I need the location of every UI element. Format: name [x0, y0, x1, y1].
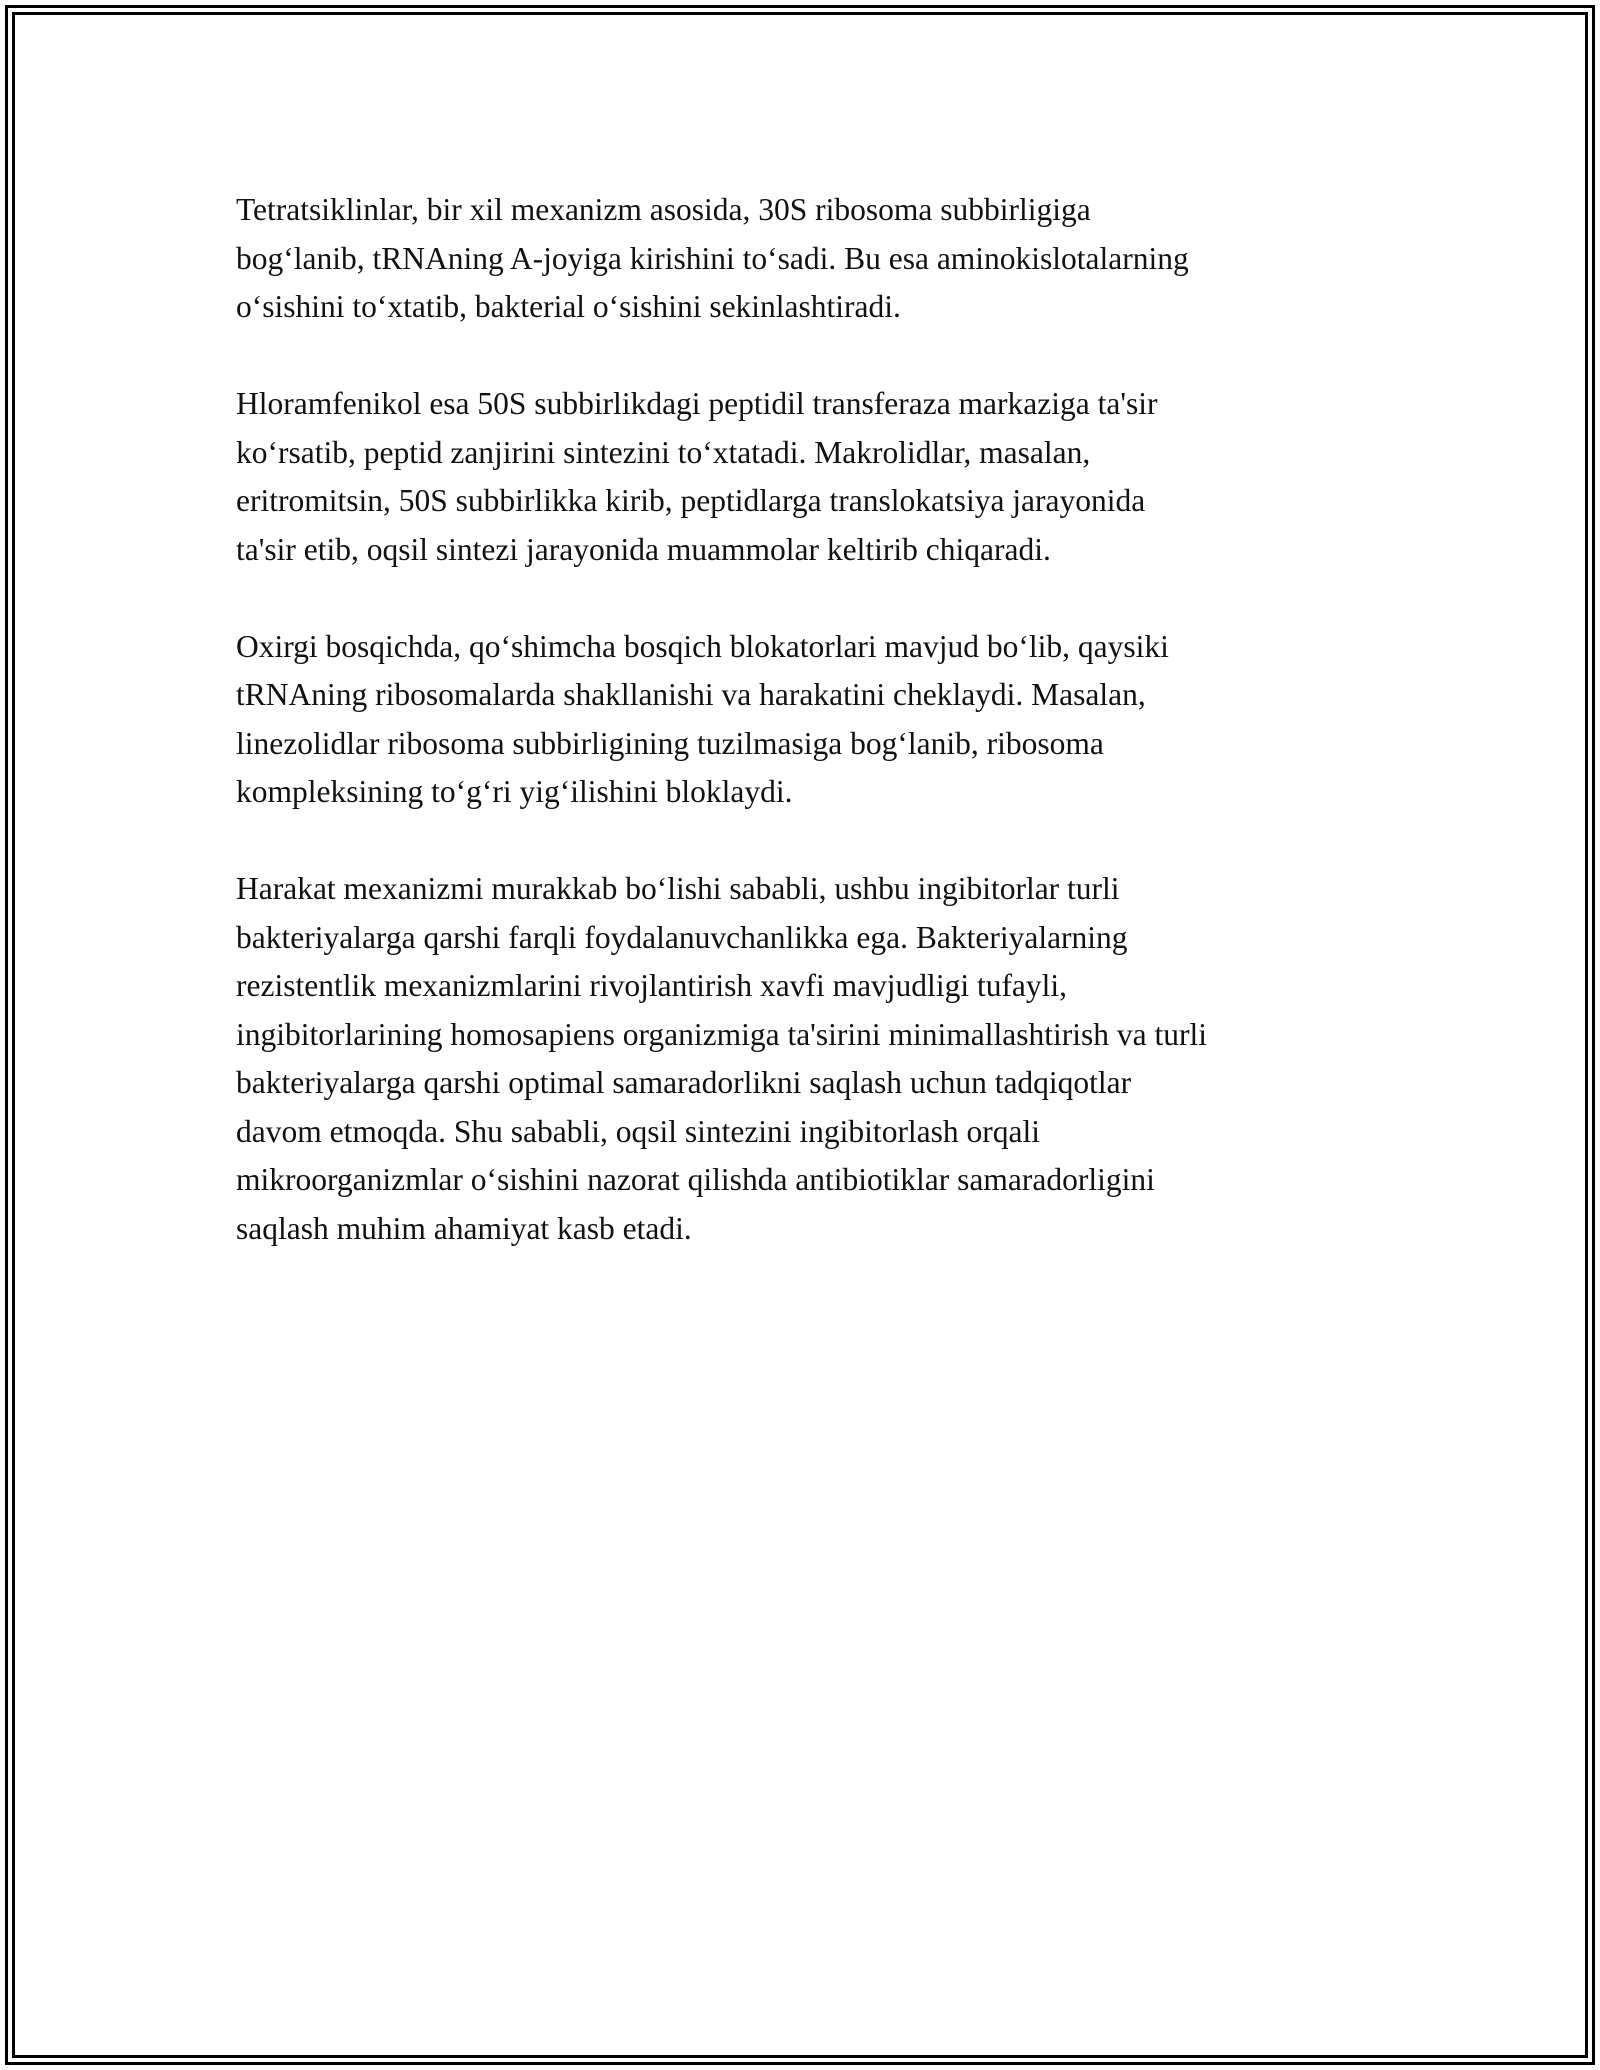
text-line: Harakat mexanizmi murakkab bo‘lishi sababli, ushbu ingibitorlar turli — [236, 871, 1120, 906]
text-line: Hloramfenikol esa 50S subbirlikdagi peptidil transferaza markaziga ta'sir — [236, 386, 1158, 421]
text-line: mikroorganizmlar o‘sishini nazorat qilishda antibiotiklar samaradorligini — [236, 1162, 1155, 1197]
document-body — [236, 186, 1376, 1302]
text-line: ta'sir etib, oqsil sintezi jarayonida muammolar keltirib chiqaradi. — [236, 531, 1051, 567]
text-line: ingibitorlarining homosapiens organizmiga ta'sirini minimallashtirish va turli — [236, 1016, 1207, 1052]
paragraph-harakat-mexanizmi — [236, 865, 1376, 1253]
text-line: ko‘rsatib, peptid zanjirini sintezini to‘xtatadi. Makrolidlar, masalan, — [236, 434, 1091, 470]
text-line: o‘sishini to‘xtatib, bakterial o‘sishini sekinlashtiradi. — [236, 289, 901, 324]
paragraph-oxirgi-bosqich — [236, 623, 1376, 817]
text-line: rezistentlik mexanizmlarini rivojlantirish xavfi mavjudligi tufayli, — [236, 968, 1068, 1003]
text-line: saqlash muhim ahamiyat kasb etadi. — [236, 1210, 692, 1246]
paragraph-tetratsiklinlar — [236, 186, 1376, 332]
text-line: bakteriyalarga qarshi optimal samaradorlikni saqlash uchun tadqiqotlar — [236, 1065, 1132, 1100]
paragraph-hloramfenikol — [236, 380, 1376, 574]
text-line: bakteriyalarga qarshi farqli foydalanuvchanlikka ega. Bakteriyalarning — [236, 919, 1128, 955]
text-line: kompleksining to‘g‘ri yig‘ilishini bloklaydi. — [236, 774, 793, 809]
text-line: Tetratsiklinlar, bir xil mexanizm asosida, 30S ribosoma subbirligiga — [236, 192, 1091, 227]
text-line: tRNAning ribosomalarda shakllanishi va harakatini cheklaydi. Masalan, — [236, 677, 1146, 712]
text-line: Oxirgi bosqichda, qo‘shimcha bosqich blokatorlari mavjud bo‘lib, qaysiki — [236, 628, 1169, 664]
text-line: eritromitsin, 50S subbirlikka kirib, peptidlarga translokatsiya jarayonida — [236, 483, 1146, 518]
text-line: davom etmoqda. Shu sababli, oqsil sintezini ingibitorlash orqali — [236, 1113, 1041, 1149]
text-line: bog‘lanib, tRNAning A-joyiga kirishini to‘sadi. Bu esa aminokislotalarning — [236, 240, 1189, 276]
text-line: linezolidlar ribosoma subbirligining tuzilmasiga bog‘lanib, ribosoma — [236, 725, 1104, 761]
